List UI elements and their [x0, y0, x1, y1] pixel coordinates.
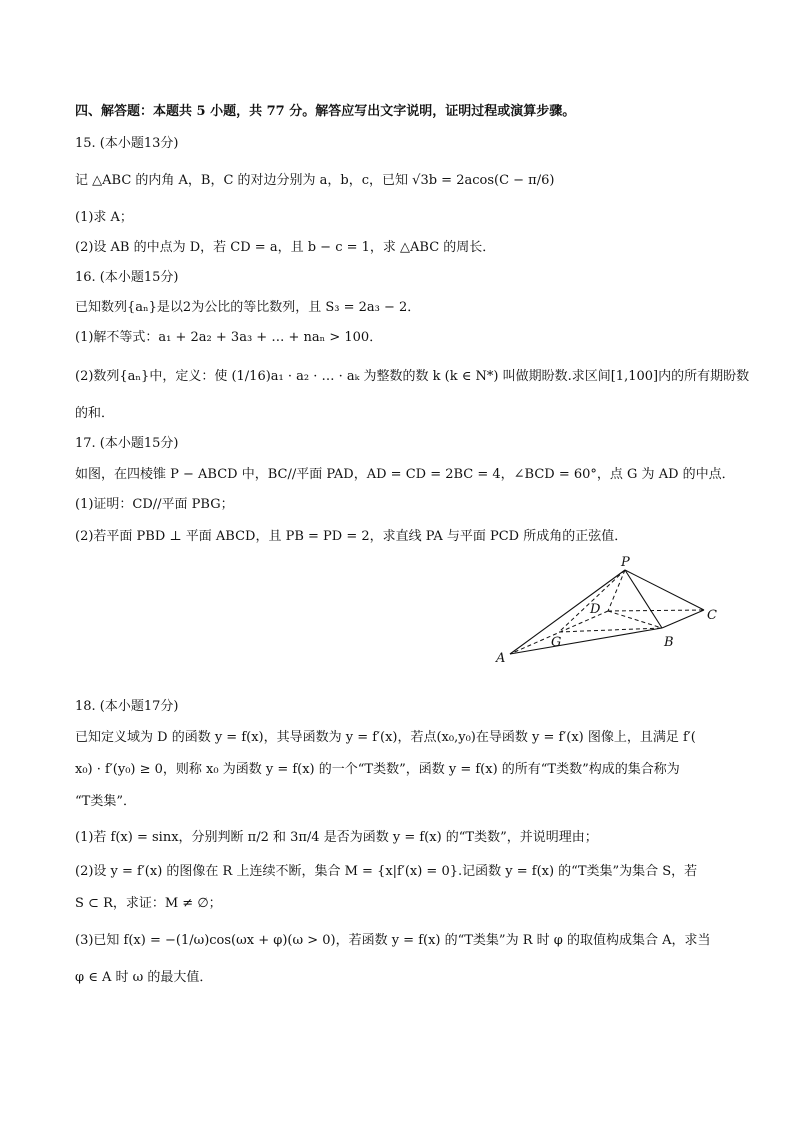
label-C: C — [707, 608, 717, 623]
q18-part3-line2: φ ∈ A 时 ω 的最大值． — [75, 970, 213, 985]
q15-part1: (1)求 A； — [75, 210, 133, 225]
label-G: G — [551, 635, 562, 650]
edge-BC — [662, 610, 704, 628]
q18-stem-line3: “T类集”． — [75, 794, 136, 809]
label-B: B — [664, 635, 674, 650]
q16-part1: (1)解不等式：a₁ + 2a₂ + 3a₃ + … + naₙ > 100． — [75, 330, 383, 345]
label-D: D — [590, 602, 601, 617]
edge-DB — [608, 611, 662, 628]
q18-part2-line1: (2)设 y = f′(x) 的图像在 R 上连续不断，集合 M = {x|f′(x) = 0}.记函数 y = f(x) 的“T类集”为集合 S，若 — [75, 864, 698, 879]
pyramid-svg — [490, 554, 730, 666]
q16-title: 16. (本小题15分) — [75, 270, 179, 285]
edge-GB — [559, 628, 662, 632]
label-A: A — [496, 651, 506, 666]
q17-part2: (2)若平面 PBD ⊥ 平面 ABCD，且 PB = PD = 2，求直线 PA 与平面 PCD 所成角的正弦值． — [75, 529, 628, 544]
edge-PG — [559, 570, 625, 632]
q15-stem: 记 △ABC 的内角 A，B，C 的对边分别为 a，b，c，已知 √3b = 2acos(C − π/6) — [75, 173, 555, 188]
edge-PA — [510, 570, 625, 654]
q16-stem: 已知数列{aₙ}是以2为公比的等比数列，且 S₃ = 2a₃ − 2． — [75, 300, 421, 315]
q18-part2-line2: S ⊂ R，求证：M ≠ ∅； — [75, 896, 222, 911]
q17-title: 17. (本小题15分) — [75, 436, 179, 451]
q16-part2-line2: 的和． — [75, 406, 115, 421]
edge-AB — [510, 628, 662, 654]
q17-part1: (1)证明：CD//平面 PBG； — [75, 497, 234, 512]
q18-part3-line1: (3)已知 f(x) = −(1/ω)cos(ωx + φ)(ω > 0)，若函数 y = f(x) 的“T类集”为 R 时 φ 的取值构成集合 A，求当 — [75, 933, 711, 948]
q15-title: 15. (本小题13分) — [75, 136, 179, 151]
q18-stem-line2: x₀) · f′(y₀) ≥ 0，则称 x₀ 为函数 y = f(x) 的一个“T类数”，函数 y = f(x) 的所有“T类数”构成的集合称为 — [75, 762, 680, 777]
q18-stem-line1: 已知定义域为 D 的函数 y = f(x)，其导函数为 y = f′(x)，若点(x₀,y₀)在导函数 y = f′(x) 图像上，且满足 f′( — [75, 730, 696, 745]
q15-part2: (2)设 AB 的中点为 D，若 CD = a，且 b − c = 1，求 △ABC 的周长． — [75, 240, 496, 255]
q17-stem: 如图，在四棱锥 P − ABCD 中，BC//平面 PAD，AD = CD = 2BC = 4，∠BCD = 60°，点 G 为 AD 的中点． — [75, 467, 735, 482]
edge-PC — [625, 570, 704, 610]
pyramid-figure — [490, 554, 730, 666]
q18-part1: (1)若 f(x) = sinx，分别判断 π/2 和 3π/4 是否为函数 y = f(x) 的“T类数”，并说明理由； — [75, 830, 598, 845]
edge-DC — [608, 610, 704, 611]
q16-part2-line1: (2)数列{aₙ}中，定义：使 (1/16)a₁ · a₂ · … · aₖ 为整数的数 k (k ∈ N*) 叫做期盼数.求区间[1,100]内的所有期盼数 — [75, 369, 750, 384]
q18-title: 18. (本小题17分) — [75, 699, 179, 714]
edge-PB — [625, 570, 662, 628]
section-header: 四、解答题：本题共 5 小题，共 77 分。解答应写出文字说明，证明过程或演算步骤。 — [75, 104, 576, 119]
label-P: P — [621, 555, 630, 570]
